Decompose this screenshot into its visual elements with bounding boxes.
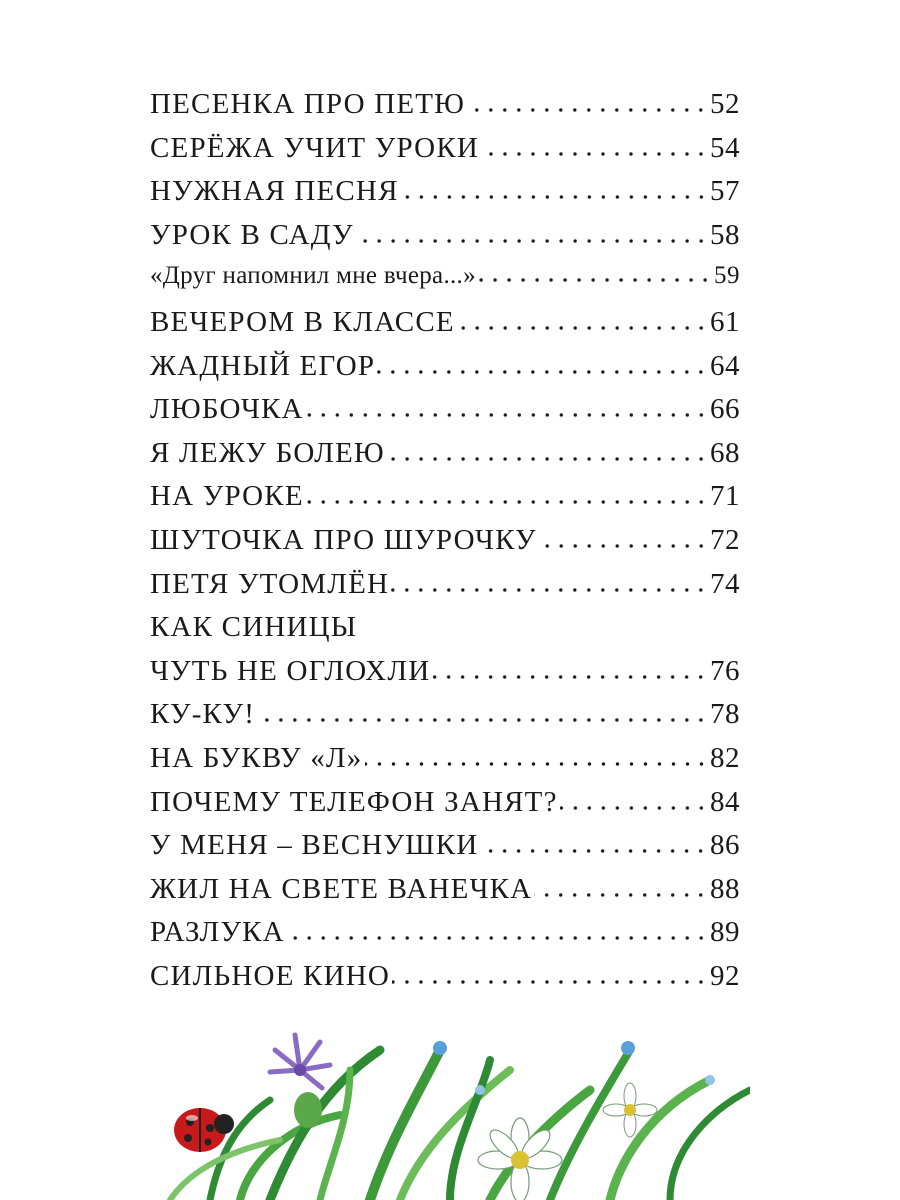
toc-entry-title: ПЕСЕНКА ПРО ПЕТЮ	[150, 88, 466, 120]
dot-leader	[534, 892, 708, 898]
toc-entry-title: НА БУКВУ «Л»	[150, 741, 363, 774]
toc-entry-page-number: 78	[710, 698, 740, 731]
toc-entry-title: «Друг напомнил мне вчера...»	[150, 262, 476, 290]
toc-entry	[150, 437, 740, 481]
dot-leader	[306, 412, 708, 418]
dot-leader	[539, 543, 708, 549]
toc-entry	[150, 88, 740, 132]
toc-entry-title: ЖАДНЫЙ ЕГОР	[150, 349, 376, 382]
dew-drops	[433, 1041, 715, 1095]
toc-entry-page-number: 88	[710, 872, 740, 905]
toc-entry-page-number: 59	[714, 262, 740, 290]
toc-entry	[150, 393, 740, 437]
dot-leader	[392, 979, 708, 985]
toc-entry-page-number: 89	[710, 916, 740, 949]
toc-entry-page-number: 54	[710, 131, 740, 164]
dot-leader	[391, 587, 708, 593]
dot-leader	[432, 674, 708, 680]
toc-entry-title: ПЕТЯ УТОМЛЁН	[150, 567, 390, 600]
toc-entry-title: СИЛЬНОЕ КИНО	[150, 959, 391, 992]
dot-leader	[365, 761, 709, 767]
toc-entry-page-number: 74	[710, 567, 740, 600]
ladybug-flowers-illustration	[150, 1030, 750, 1200]
toc-entry-title: У МЕНЯ – ВЕСНУШКИ	[150, 829, 479, 862]
dot-leader	[257, 717, 708, 723]
toc-entry-title: УРОК В САДУ	[150, 218, 354, 251]
grass-blades	[170, 1050, 750, 1200]
toc-entry	[150, 175, 740, 219]
toc-entry-title: КУ-КУ!	[150, 698, 256, 731]
toc-entry	[150, 829, 740, 873]
dot-leader	[560, 805, 708, 811]
toc-entry-title: ШУТОЧКА ПРО ШУРОЧКУ	[150, 523, 537, 556]
toc-entry	[150, 742, 740, 786]
toc-entry-title: РАЗЛУКА	[150, 916, 285, 949]
dot-leader	[387, 456, 708, 462]
toc-entry	[150, 960, 740, 1004]
toc-entry	[150, 698, 740, 742]
toc-entry	[150, 786, 740, 830]
toc-entry	[150, 916, 740, 960]
toc-entry-page-number: 71	[710, 480, 740, 513]
dot-leader	[306, 499, 708, 505]
table-of-contents	[150, 88, 740, 1003]
toc-entry-page-number: 64	[710, 349, 740, 382]
toc-entry-page-number: 72	[710, 523, 740, 556]
toc-entry	[150, 524, 740, 568]
toc-entry	[150, 611, 740, 655]
toc-entry	[150, 568, 740, 612]
toc-entry-page-number: 57	[710, 175, 740, 208]
toc-entry-title: ЧУТЬ НЕ ОГЛОХЛИ	[150, 654, 431, 687]
toc-entry-title: ПОЧЕМУ ТЕЛЕФОН ЗАНЯТ?	[150, 785, 558, 818]
toc-entry-page-number: 66	[710, 393, 740, 426]
toc-entry-title: НУЖНАЯ ПЕСНЯ	[150, 175, 399, 208]
dot-leader	[467, 107, 708, 113]
toc-entry-page-number: 92	[710, 959, 740, 992]
toc-entry-title: Я ЛЕЖУ БОЛЕЮ	[150, 436, 385, 469]
dot-leader	[481, 151, 708, 157]
toc-entry-page-number: 68	[710, 436, 740, 469]
toc-entry-title: ВЕЧЕРОМ В КЛАССЕ	[150, 305, 455, 338]
toc-entry	[150, 350, 740, 394]
toc-entry	[150, 480, 740, 524]
toc-entry-page-number: 82	[710, 741, 740, 774]
toc-entry-page-number: 52	[710, 88, 740, 120]
toc-entry	[150, 132, 740, 176]
toc-entry-title: НА УРОКЕ	[150, 480, 304, 513]
toc-entry-title: ЛЮБОЧКА	[150, 393, 304, 426]
dot-leader	[480, 848, 708, 854]
toc-entry	[150, 219, 740, 263]
toc-entry-page-number: 86	[710, 829, 740, 862]
toc-entry	[150, 655, 740, 699]
cornflower	[270, 1035, 330, 1128]
toc-entry-page-number: 61	[710, 305, 740, 338]
dot-leader	[377, 369, 708, 375]
toc-entry-title: СЕРЁЖА УЧИТ УРОКИ	[150, 131, 480, 164]
toc-entry	[150, 262, 740, 306]
toc-entry-page-number: 58	[710, 218, 740, 251]
toc-entry-page-number: 76	[710, 654, 740, 687]
toc-entry	[150, 873, 740, 917]
dot-leader	[478, 277, 712, 283]
dot-leader	[401, 194, 708, 200]
dot-leader	[457, 325, 708, 331]
dot-leader	[356, 238, 708, 244]
dot-leader	[287, 935, 708, 941]
toc-entry	[150, 306, 740, 350]
toc-entry-title: ЖИЛ НА СВЕТЕ ВАНЕЧКА	[150, 872, 533, 905]
toc-entry-title: КАК СИНИЦЫ	[150, 611, 358, 644]
toc-entry-page-number: 84	[710, 785, 740, 818]
